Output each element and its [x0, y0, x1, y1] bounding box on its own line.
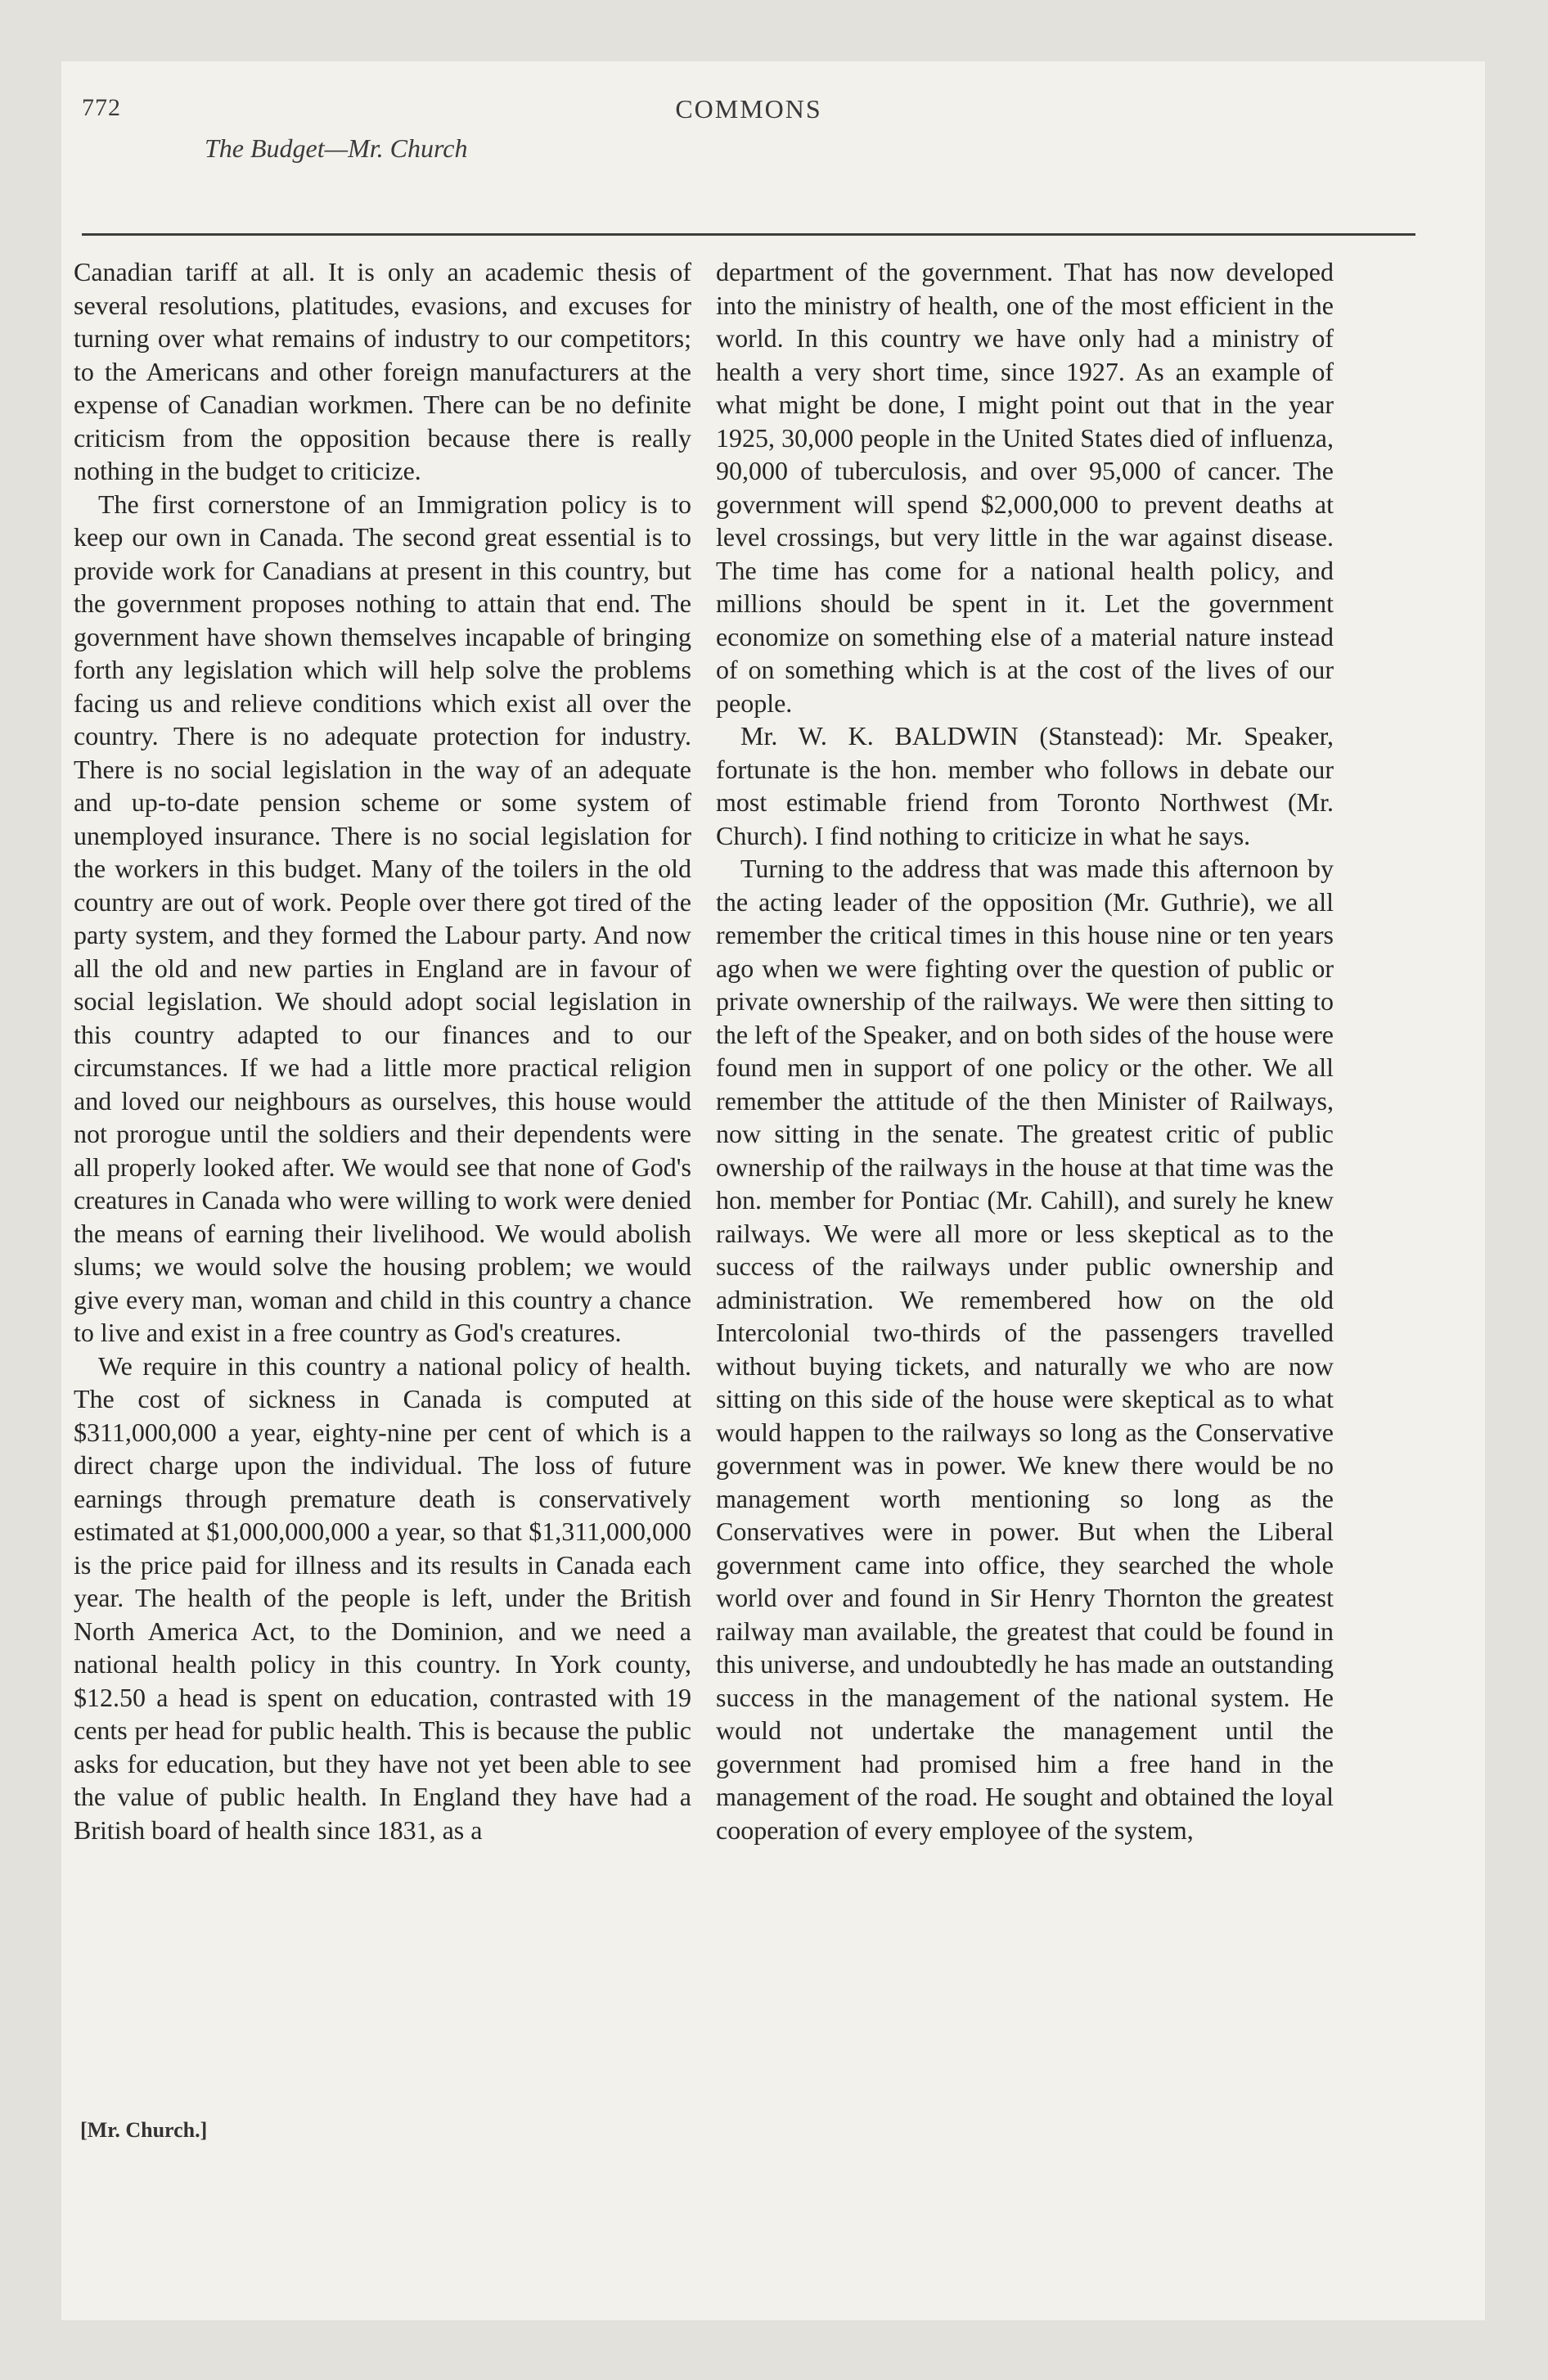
- paragraph: department of the government. That has now developed into the ministry of health, one of the most efficient in the world. In this country we have only had a ministry of health a very short time, since 1927. As an example of what might be done, I might point out that in the year 1925, 30,000 people in the United States died of influenza, 90,000 of tuberculosis, and over 95,000 of cancer. The government will spend $2,000,000 to prevent deaths at level crossings, but very little in the war against disease. The time has come for a national health policy, and millions should be spent in it. Let the government economize on something else of a material nature instead of on something which is at the cost of the lives of our people.: [716, 257, 1334, 718]
- page-header: [82, 94, 1415, 233]
- header-rule: [82, 233, 1415, 236]
- right-column: [716, 255, 1334, 1846]
- paragraph: We require in this country a national policy of health. The cost of sickness in Canada is computed at $311,000,000 a year, eighty-nine per cent of which is a direct charge upon the individual. The loss of future earnings through premature death is conservatively estimated at $1,000,000,000 a year, so that $1,311,000,000 is the price paid for illness and its results in Canada each year. The health of the people is left, under the British North America Act, to the Dominion, and we need a national health policy in this country. In York county, $12.50 a head is spent on education, contrasted with 19 cents per head for public health. This is because the public asks for education, but they have not yet been able to see the value of public health. In England they have had a British board of health since 1831, as a: [74, 1350, 691, 1845]
- speaker-footer-tag: [Mr. Church.]: [80, 2118, 208, 2142]
- paragraph: Canadian tariff at all. It is only an academic thesis of several resolutions, platitudes, evasions, and excuses for turning over what remains of industry to our competitors; to the Americans and other foreign manufacturers at the expense of Canadian workmen. There can be no definite criticism from the opposition because there is really nothing in the budget to criticize.: [74, 257, 691, 485]
- running-title: COMMONS: [675, 94, 822, 124]
- left-column: [74, 255, 691, 1846]
- paragraph: The first cornerstone of an Immigration policy is to keep our own in Canada. The second great essential is to provide work for Canadians at present in this country, but the government proposes nothing to attain that end. The government have shown themselves incapable of bringing forth any legislation which will help solve the problems facing us and relieve conditions which exist all over the country. There is no adequate protection for industry. There is no social legislation in the way of an adequate and up-to-date pension scheme or some system of unemployed insurance. There is no social legislation for the workers in this budget. Many of the toilers in the old country are out of work. People over there got tired of the party system, and they formed the Labour party. And now all the old and new parties in England are in favour of social legislation. We should adopt social legislation in this country adapted to our finances and to our circumstances. If we had a little more practical religion and loved our neighbours as ourselves, this house would not prorogue until the soldiers and their dependents were all properly looked after. We would see that none of God's creatures in Canada who were willing to work were denied the means of earning their livelihood. We would abolish slums; we would solve the housing problem; we would give every man, woman and child in this country a chance to live and exist in a free country as God's creatures.: [74, 489, 691, 1347]
- paragraph: Turning to the address that was made this afternoon by the acting leader of the opposition (Mr. Guthrie), we all remember the critical times in this house nine or ten years ago when we were fighting over the question of public or private ownership of the railways. We were then sitting to the left of the Speaker, and on both sides of the house were found men in support of one policy or the other. We all remember the attitude of the then Minister of Railways, now sitting in the senate. The greatest critic of public ownership of the railways in the house at that time was the hon. member for Pontiac (Mr. Cahill), and surely he knew railways. We were all more or less skeptical as to the success of the railways under public ownership and administration. We remembered how on the old Intercolonial two-thirds of the passengers travelled without buying tickets, and naturally we who are now sitting on this side of the house were skeptical as to what would happen to the railways so long as the Conservative government was in power. We knew there would be no management worth mentioning so long as the Conservatives were in power. But when the Liberal government came into office, they searched the whole world over and found in Sir Henry Thornton the greatest railway man available, the greatest that could be found in this universe, and undoubtedly he has made an outstanding success in the management of the national system. He would not undertake the management until the government had promised him a free hand in the management of the road. He sought and obtained the loyal cooperation of every employee of the system,: [716, 854, 1334, 1845]
- page-number: 772: [82, 94, 121, 121]
- paragraph: Mr. W. K. BALDWIN (Stanstead): Mr. Speaker, fortunate is the hon. member who follows in debate our most estimable friend from Toronto Northwest (Mr. Church). I find nothing to criticize in what he says.: [716, 721, 1334, 850]
- section-title: The Budget—Mr. Church: [205, 133, 468, 163]
